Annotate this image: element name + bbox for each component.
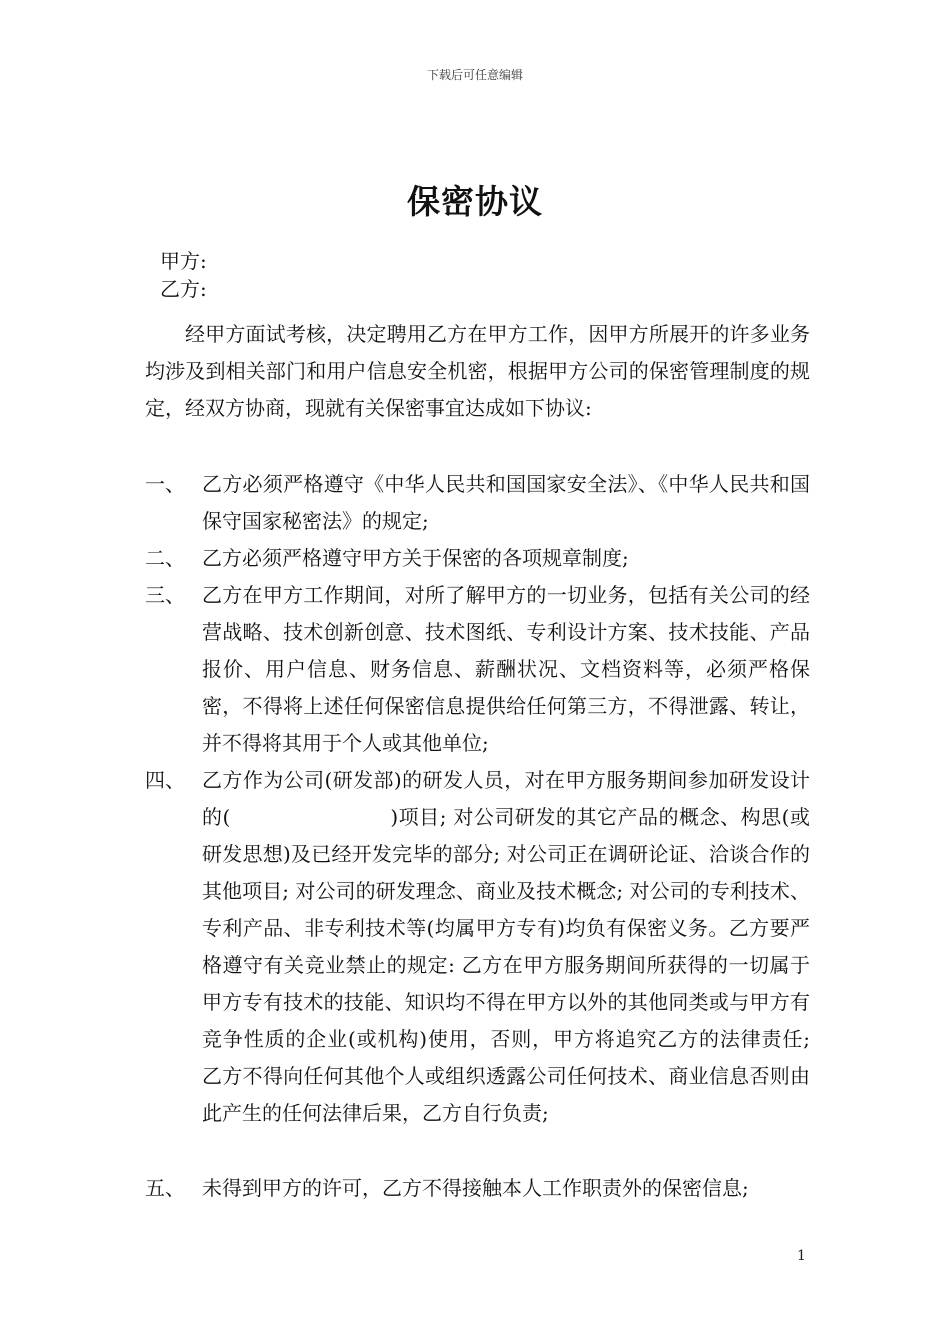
clause-number: 三、: [145, 583, 185, 607]
clause-5: [145, 1170, 810, 1207]
clause-text: 乙方在甲方工作期间，对所了解甲方的一切业务，包括有关公司的经营战略、技术创新创意、技术图纸、专利设计方案、技术技能、产品报价、用户信息、财务信息、薪酬状况、文档资料等，必须严格保密，不得将上述任何保密信息提供给任何第三方，不得泄露、转让，并不得将其用于个人或其他单位;: [202, 583, 810, 755]
document-title: 保密协议: [407, 182, 543, 221]
clause-number: 五、: [145, 1176, 185, 1200]
page-number: 1: [797, 1248, 806, 1264]
clause-text-after-blank: )项目; 对公司研发的其它产品的概念、构思(或研发思想)及已经开发完毕的部分; 对公司正在调研论证、洽谈合作的其他项目; 对公司的研发理念、商业及技术概念; 对公司的专利技术、专利产品、非专利技术等(均属甲方专有)均负有保密义务。乙方要严格遵守有关竞业禁止的规定: 乙方在甲方服务期间所获得的一切属于甲方专有技术的技能、知识均不得在甲方以外的其他同类或与甲方有竞争性质的企业(或机构)使用，否则，甲方将追究乙方的法律责任; 乙方不得向任何其他个人或组织透露公司任何技术、商业信息否则由此产生的任何法律后果，乙方自行负责;: [202, 805, 810, 1125]
party-a-label: 甲方:: [160, 249, 207, 273]
clause-text: 乙方必须严格遵守《中华人民共和国国家安全法》、《中华人民共和国保守国家秘密法》的规定;: [202, 472, 810, 533]
clause-number: 一、: [145, 472, 185, 496]
clause-text: [202, 762, 810, 1132]
clause-3: [145, 577, 810, 762]
header-note: 下载后可任意编辑: [426, 68, 523, 82]
clause-2: [145, 540, 810, 577]
clause-1: [145, 466, 810, 540]
clause-number: 四、: [145, 768, 185, 792]
clause-number: 二、: [145, 546, 185, 570]
party-b-label: 乙方:: [160, 277, 207, 301]
clause-text: 乙方必须严格遵守甲方关于保密的各项规章制度;: [202, 546, 629, 570]
intro-paragraph: 经甲方面试考核，决定聘用乙方在甲方工作，因甲方所展开的许多业务均涉及到相关部门和用户信息安全机密，根据甲方公司的保密管理制度的规定，经双方协商，现就有关保密事宜达成如下协议:: [145, 322, 810, 420]
clause-text-before-blank: 乙方作为公司(研发部)的研发人员，对在甲方服务期间参加研发设计的(: [202, 768, 810, 829]
clause-4: [145, 762, 810, 1132]
clause-text: 未得到甲方的许可，乙方不得接触本人工作职责外的保密信息;: [202, 1176, 749, 1200]
